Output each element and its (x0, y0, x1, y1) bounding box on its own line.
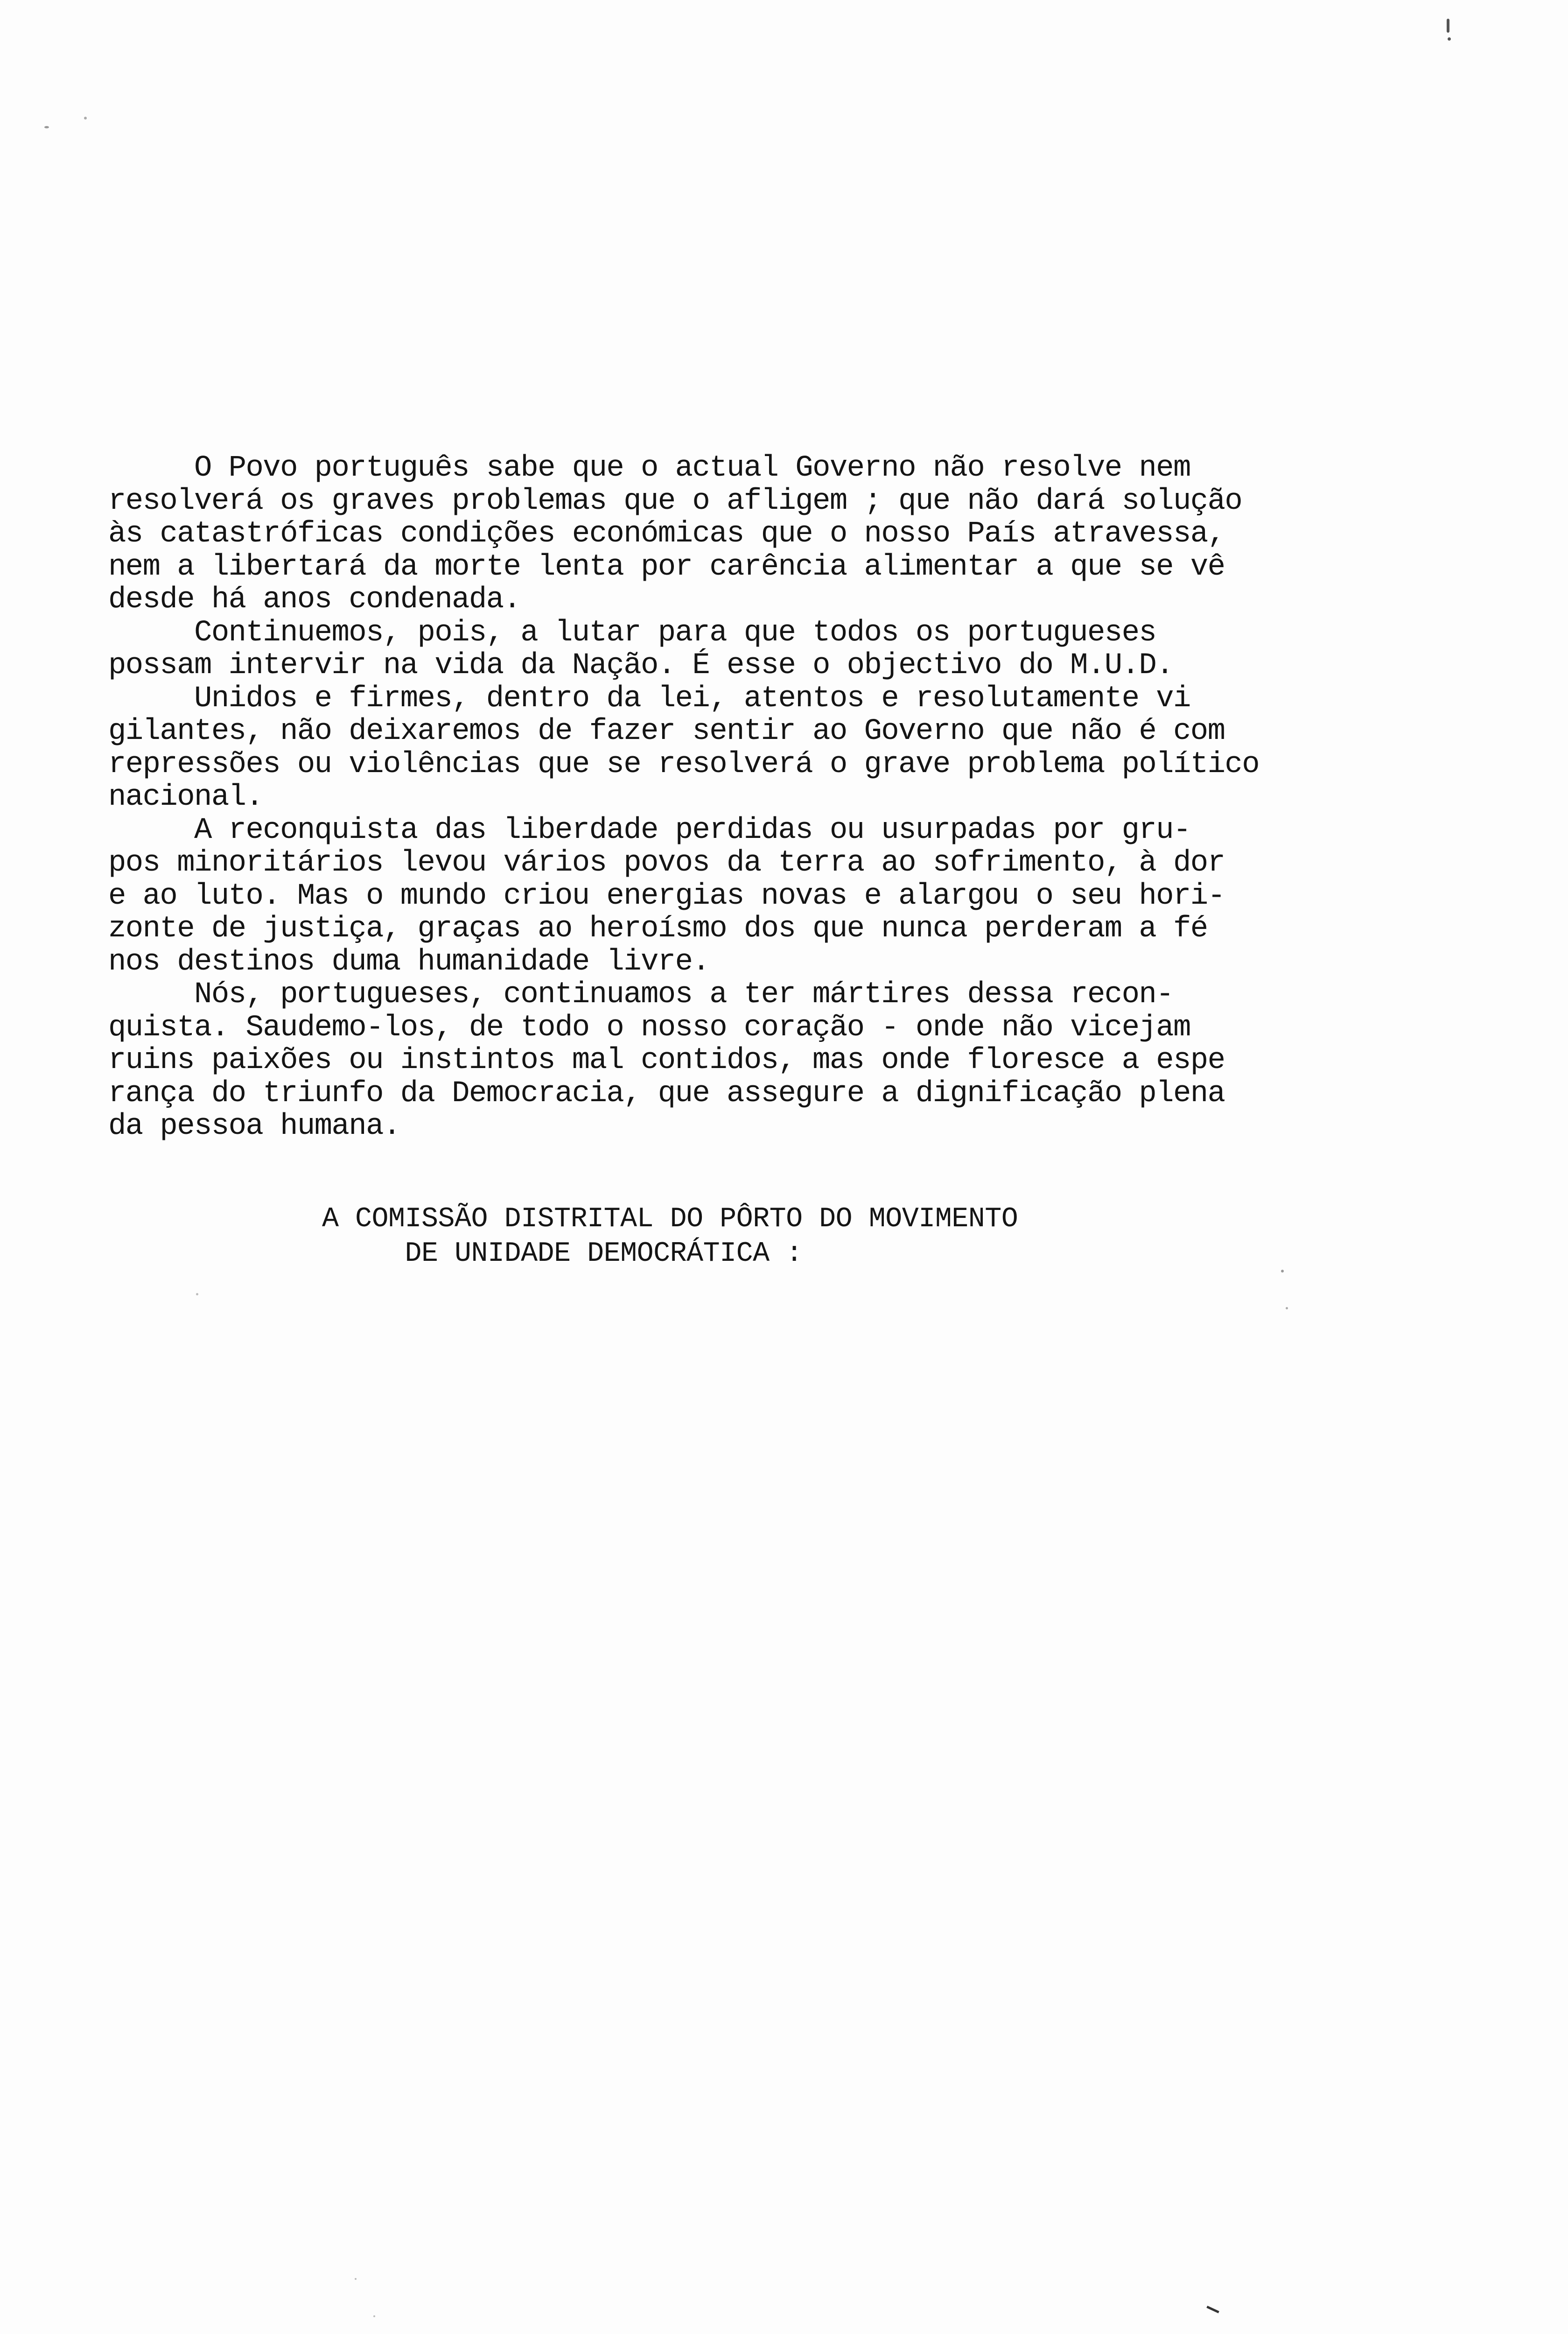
signature-line: A COMISSÃO DISTRITAL DO PÔRTO DO MOVIMENTO (322, 1203, 1018, 1235)
text-line: e ao luto. Mas o mundo criou energias novas e alargou o seu hori- (108, 879, 1225, 913)
text-line: repressões ou violências que se resolverá o grave problema político (108, 747, 1260, 781)
text-line: A reconquista das liberdade perdidas ou usurpadas por gru- (108, 813, 1190, 847)
text-line: nem a libertará da morte lenta por carência alimentar a que se vê (108, 550, 1225, 584)
text-line: nacional. (108, 780, 263, 814)
text-line: rança do triunfo da Democracia, que assegure a dignificação plena (108, 1076, 1225, 1111)
scan-speck (1447, 19, 1449, 33)
text-line: zonte de justiça, graças ao heroísmo dos que nunca perderam a fé (108, 912, 1208, 946)
signature-block (322, 1202, 1302, 1271)
scan-speck (84, 117, 87, 120)
scan-speck (1281, 1270, 1284, 1272)
scan-speck (1448, 37, 1451, 41)
text-line: Unidos e firmes, dentro da lei, atentos e resolutamente vi (108, 682, 1190, 716)
scan-speck (373, 2315, 375, 2317)
text-line: resolverá os graves problemas que o afligem ; que não dará solução (108, 484, 1242, 518)
signature-line: DE UNIDADE DEMOCRÁTICA : (322, 1238, 803, 1270)
text-line: desde há anos condenada. (108, 583, 521, 617)
text-line: da pessoa humana. (108, 1110, 400, 1143)
scan-speck (355, 2278, 357, 2280)
scan-speck (1286, 1307, 1288, 1309)
text-line: às catastróficas condições económicas que o nosso País atravessa, (108, 517, 1225, 551)
text-line: ruins paixões ou instintos mal contidos, mas onde floresce a espe (108, 1044, 1225, 1077)
text-line: possam intervir na vida da Nação. É esse o objectivo do M.U.D. (108, 649, 1173, 682)
text-line: O Povo português sabe que o actual Governo não resolve nem (108, 451, 1190, 485)
text-line: Continuemos, pois, a lutar para que todos os portugueses (108, 616, 1156, 650)
scan-speck (44, 126, 49, 128)
text-line: Nós, portugueses, continuamos a ter mártires dessa recon- (108, 978, 1173, 1012)
text-line: pos minoritários levou vários povos da terra ao sofrimento, à dor (108, 846, 1225, 880)
body-text (108, 452, 1368, 1143)
text-line: gilantes, não deixaremos de fazer sentir ao Governo que não é com (108, 715, 1225, 748)
text-line: nos destinos duma humanidade livre. (108, 945, 710, 979)
scan-mark (1206, 2306, 1219, 2313)
scan-speck (196, 1293, 198, 1295)
text-line: quista. Saudemo-los, de todo o nosso coração - onde não vicejam (108, 1011, 1190, 1045)
